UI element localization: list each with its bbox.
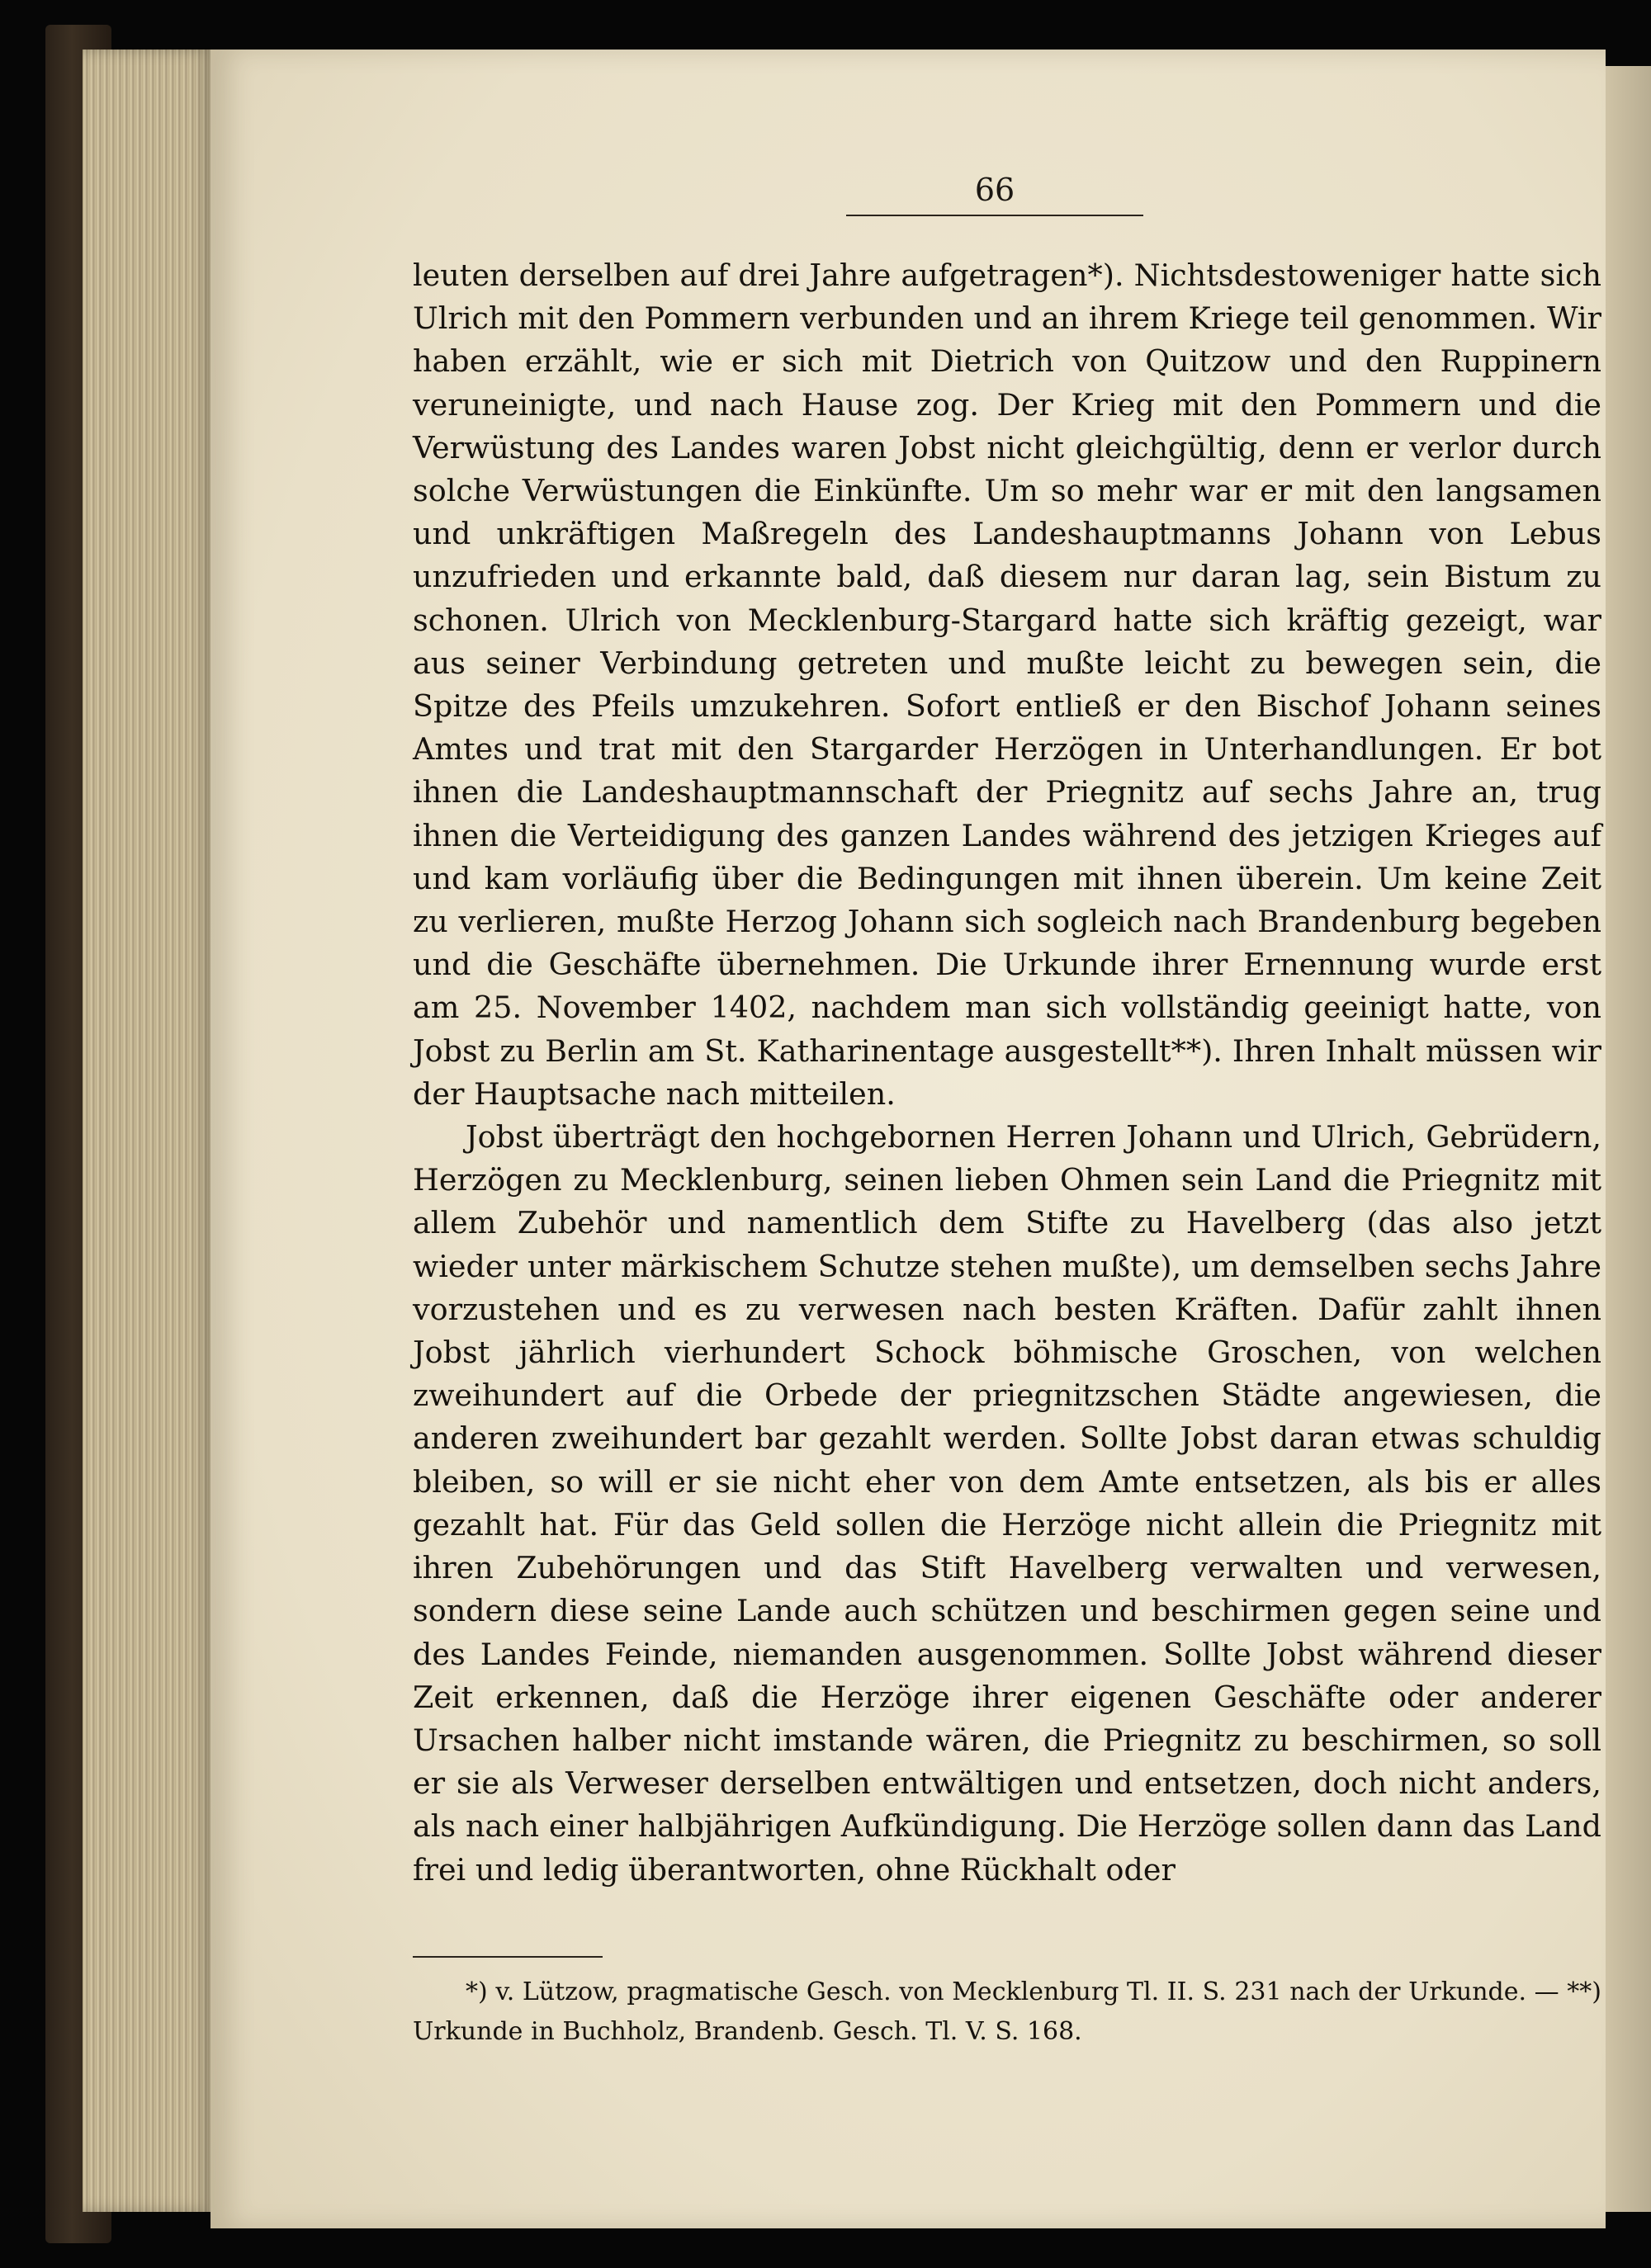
page-number: 66 [974,172,1015,208]
facing-page-edge [1606,66,1651,2212]
paragraph: leuten derselben auf drei Jahre aufgetragen*). Nichtsdestoweniger hatte sich Ulrich mit den Pommern verbunden und an ihrem Kriege teil genommen. Wir haben erzählt, wie er sich mit Dietrich von Quitzow und den Ruppinern veruneinigte, und nach Hause zog. Der Krieg mit den Pommern und die Verwüstung des Landes waren Jobst nicht gleichgültig, denn er verlor durch solche Verwüstungen die Einkünfte. Um so mehr war er mit den langsamen und unkräftigen Maßregeln des Landeshauptmanns Johann von Lebus unzufrieden und erkannte bald, daß diesem nur daran lag, sein Bistum zu schonen. Ulrich von Mecklenburg-Stargard hatte sich kräftig gezeigt, war aus seiner Verbindung getreten und mußte leicht zu bewegen sein, die Spitze des Pfeils umzukehren. Sofort entließ er den Bischof Johann seines Amtes und trat mit den Stargarder Herzögen in Unterhandlungen. Er bot ihnen die Landeshauptmannschaft der Priegnitz auf sechs Jahre an, trug ihnen die Verteidigung des ganzen Landes während des jetzigen Krieges auf und kam vorläufig über die Bedingungen mit ihnen überein. Um keine Zeit zu verlieren, mußte Herzog Johann sich sogleich nach Brandenburg begeben und die Geschäfte übernehmen. Die Urkunde ihrer Ernennung wurde erst am 25. November 1402, nachdem man sich vollständig geeinigt hatte, von Jobst zu Berlin am St. Katharinentage ausgestellt**). Ihren Inhalt müssen wir der Hauptsache nach mitteilen. [413,258,1601,1112]
paragraph: Jobst überträgt den hochgebornen Herren Johann und Ulrich, Gebrüdern, Herzögen zu Mecklenburg, seinen lieben Ohmen sein Land die Priegnitz mit allem Zubehör und namentlich dem Stifte zu Havelberg (das also jetzt wieder unter märkischem Schutze stehen mußte), um demselben sechs Jahre vorzustehen und es zu verwesen nach besten Kräften. Dafür zahlt ihnen Jobst jährlich vierhundert Schock böhmische Groschen, von welchen zweihundert auf die Orbede der priegnitzschen Städte angewiesen, die anderen zweihundert bar gezahlt werden. Sollte Jobst daran etwas schuldig bleiben, so will er sie nicht eher von dem Amte entsetzen, als bis er alles gezahlt hat. Für das Geld sollen die Herzöge nicht allein die Priegnitz mit ihren Zubehörungen und das Stift Havelberg verwalten und verwesen, sondern diese seine Lande auch schützen und beschirmen gegen seine und des Landes Feinde, niemanden ausgenommen. Sollte Jobst während dieser Zeit erkennen, daß die Herzöge ihrer eigenen Geschäfte oder anderer Ursachen halber nicht imstande wären, die Priegnitz zu beschirmen, so soll er sie als Verweser derselben entwältigen und entsetzen, doch nicht anders, als nach einer halbjährigen Aufkündigung. Die Herzöge sollen dann das Land frei und ledig überantworten, ohne Rückhalt oder [413,1119,1601,1888]
book-page [211,50,1606,2228]
header-rule [846,215,1143,216]
footnotes: *) v. Lützow, pragmatische Gesch. von Mecklenburg Tl. II. S. 231 nach der Urkunde. — **) Urkunde in Buchholz, Brandenb. Gesch. Tl. V. S. 168. [413,1977,1601,2046]
page-edges [83,50,215,2212]
body-text [413,254,1601,1892]
footnote-rule [413,1956,603,1958]
